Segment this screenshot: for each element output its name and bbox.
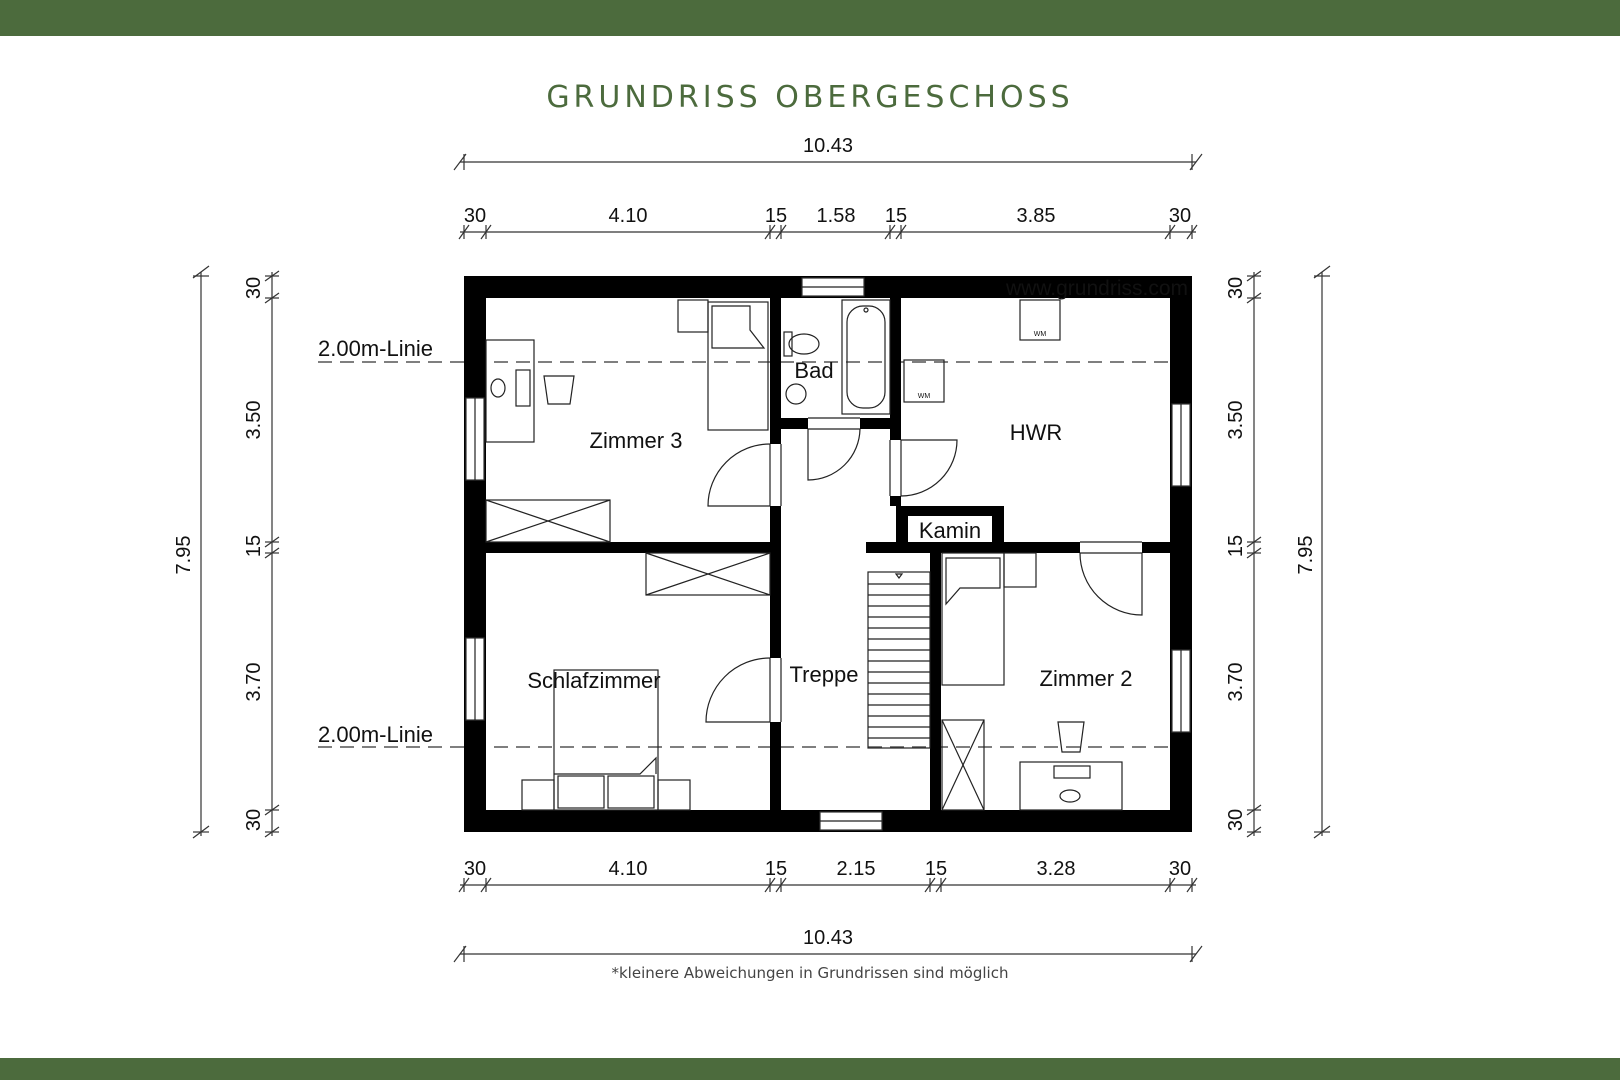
dim-bottom-seg-2: 4.10	[608, 858, 648, 880]
height-line-label-bottom: 2.00m-Linie	[318, 722, 433, 747]
room-label-schlafzimmer: Schlafzimmer	[527, 668, 661, 693]
dim-top-seg-7: 30	[1168, 205, 1192, 227]
dim-right-seg-1: 30	[1225, 276, 1247, 300]
dim-right-seg-4: 3.70	[1225, 662, 1247, 702]
dim-right-seg-5: 30	[1225, 808, 1247, 832]
appliance-label-wm-2: WM	[917, 393, 931, 400]
dim-right-seg-3: 15	[1225, 534, 1247, 558]
disclaimer-note: *kleinere Abweichungen in Grundrissen sind möglich	[611, 964, 1009, 982]
dim-top-seg-3: 15	[764, 205, 788, 227]
appliance-label-wm-1: WM	[1033, 331, 1047, 338]
dim-bottom-total: 10.43	[802, 927, 854, 949]
dimension-left-segments	[243, 271, 279, 837]
dim-left-total: 7.95	[173, 535, 195, 575]
dimension-top-segments	[459, 205, 1197, 239]
room-label-zimmer-2: Zimmer 2	[1039, 666, 1133, 691]
dim-bottom-seg-1: 30	[463, 858, 487, 880]
dim-top-total: 10.43	[802, 135, 854, 157]
dim-bottom-seg-7: 30	[1168, 858, 1192, 880]
room-label-treppe: Treppe	[789, 662, 859, 687]
dim-top-seg-1: 30	[463, 205, 487, 227]
dim-bottom-seg-3: 15	[764, 858, 788, 880]
dimension-right-total	[1295, 266, 1330, 838]
room-label-hwr: HWR	[1009, 420, 1063, 445]
dim-right-seg-2: 3.50	[1225, 400, 1247, 440]
height-line-label-top: 2.00m-Linie	[318, 336, 433, 361]
watermark: www.grundriss.com	[1005, 277, 1188, 300]
dim-left-seg-2: 3.50	[243, 400, 265, 440]
dimension-bottom-total	[454, 927, 1202, 962]
room-label-zimmer-3: Zimmer 3	[589, 428, 683, 453]
dim-bottom-seg-6: 3.28	[1036, 858, 1076, 880]
dimension-top-total	[454, 135, 1202, 170]
dim-top-seg-6: 3.85	[1016, 205, 1056, 227]
dimension-left-total	[173, 266, 209, 838]
room-label-bad: Bad	[794, 358, 834, 383]
dim-left-seg-3: 15	[243, 534, 265, 558]
dim-top-seg-2: 4.10	[608, 205, 648, 227]
dim-right-total: 7.95	[1295, 535, 1317, 575]
dim-top-seg-4: 1.58	[816, 205, 856, 227]
dim-left-seg-5: 30	[243, 808, 265, 832]
bottom-band	[0, 1058, 1620, 1080]
dimension-right-segments	[1225, 271, 1261, 837]
dim-left-seg-1: 30	[243, 276, 265, 300]
dim-top-seg-5: 15	[884, 205, 908, 227]
dim-bottom-seg-4: 2.15	[836, 858, 876, 880]
dimension-bottom-segments	[459, 858, 1197, 892]
room-label-kamin: Kamin	[918, 518, 982, 543]
dim-bottom-seg-5: 15	[924, 858, 948, 880]
page-title: GRUNDRISS OBERGESCHOSS	[546, 80, 1074, 115]
dim-left-seg-4: 3.70	[243, 662, 265, 702]
